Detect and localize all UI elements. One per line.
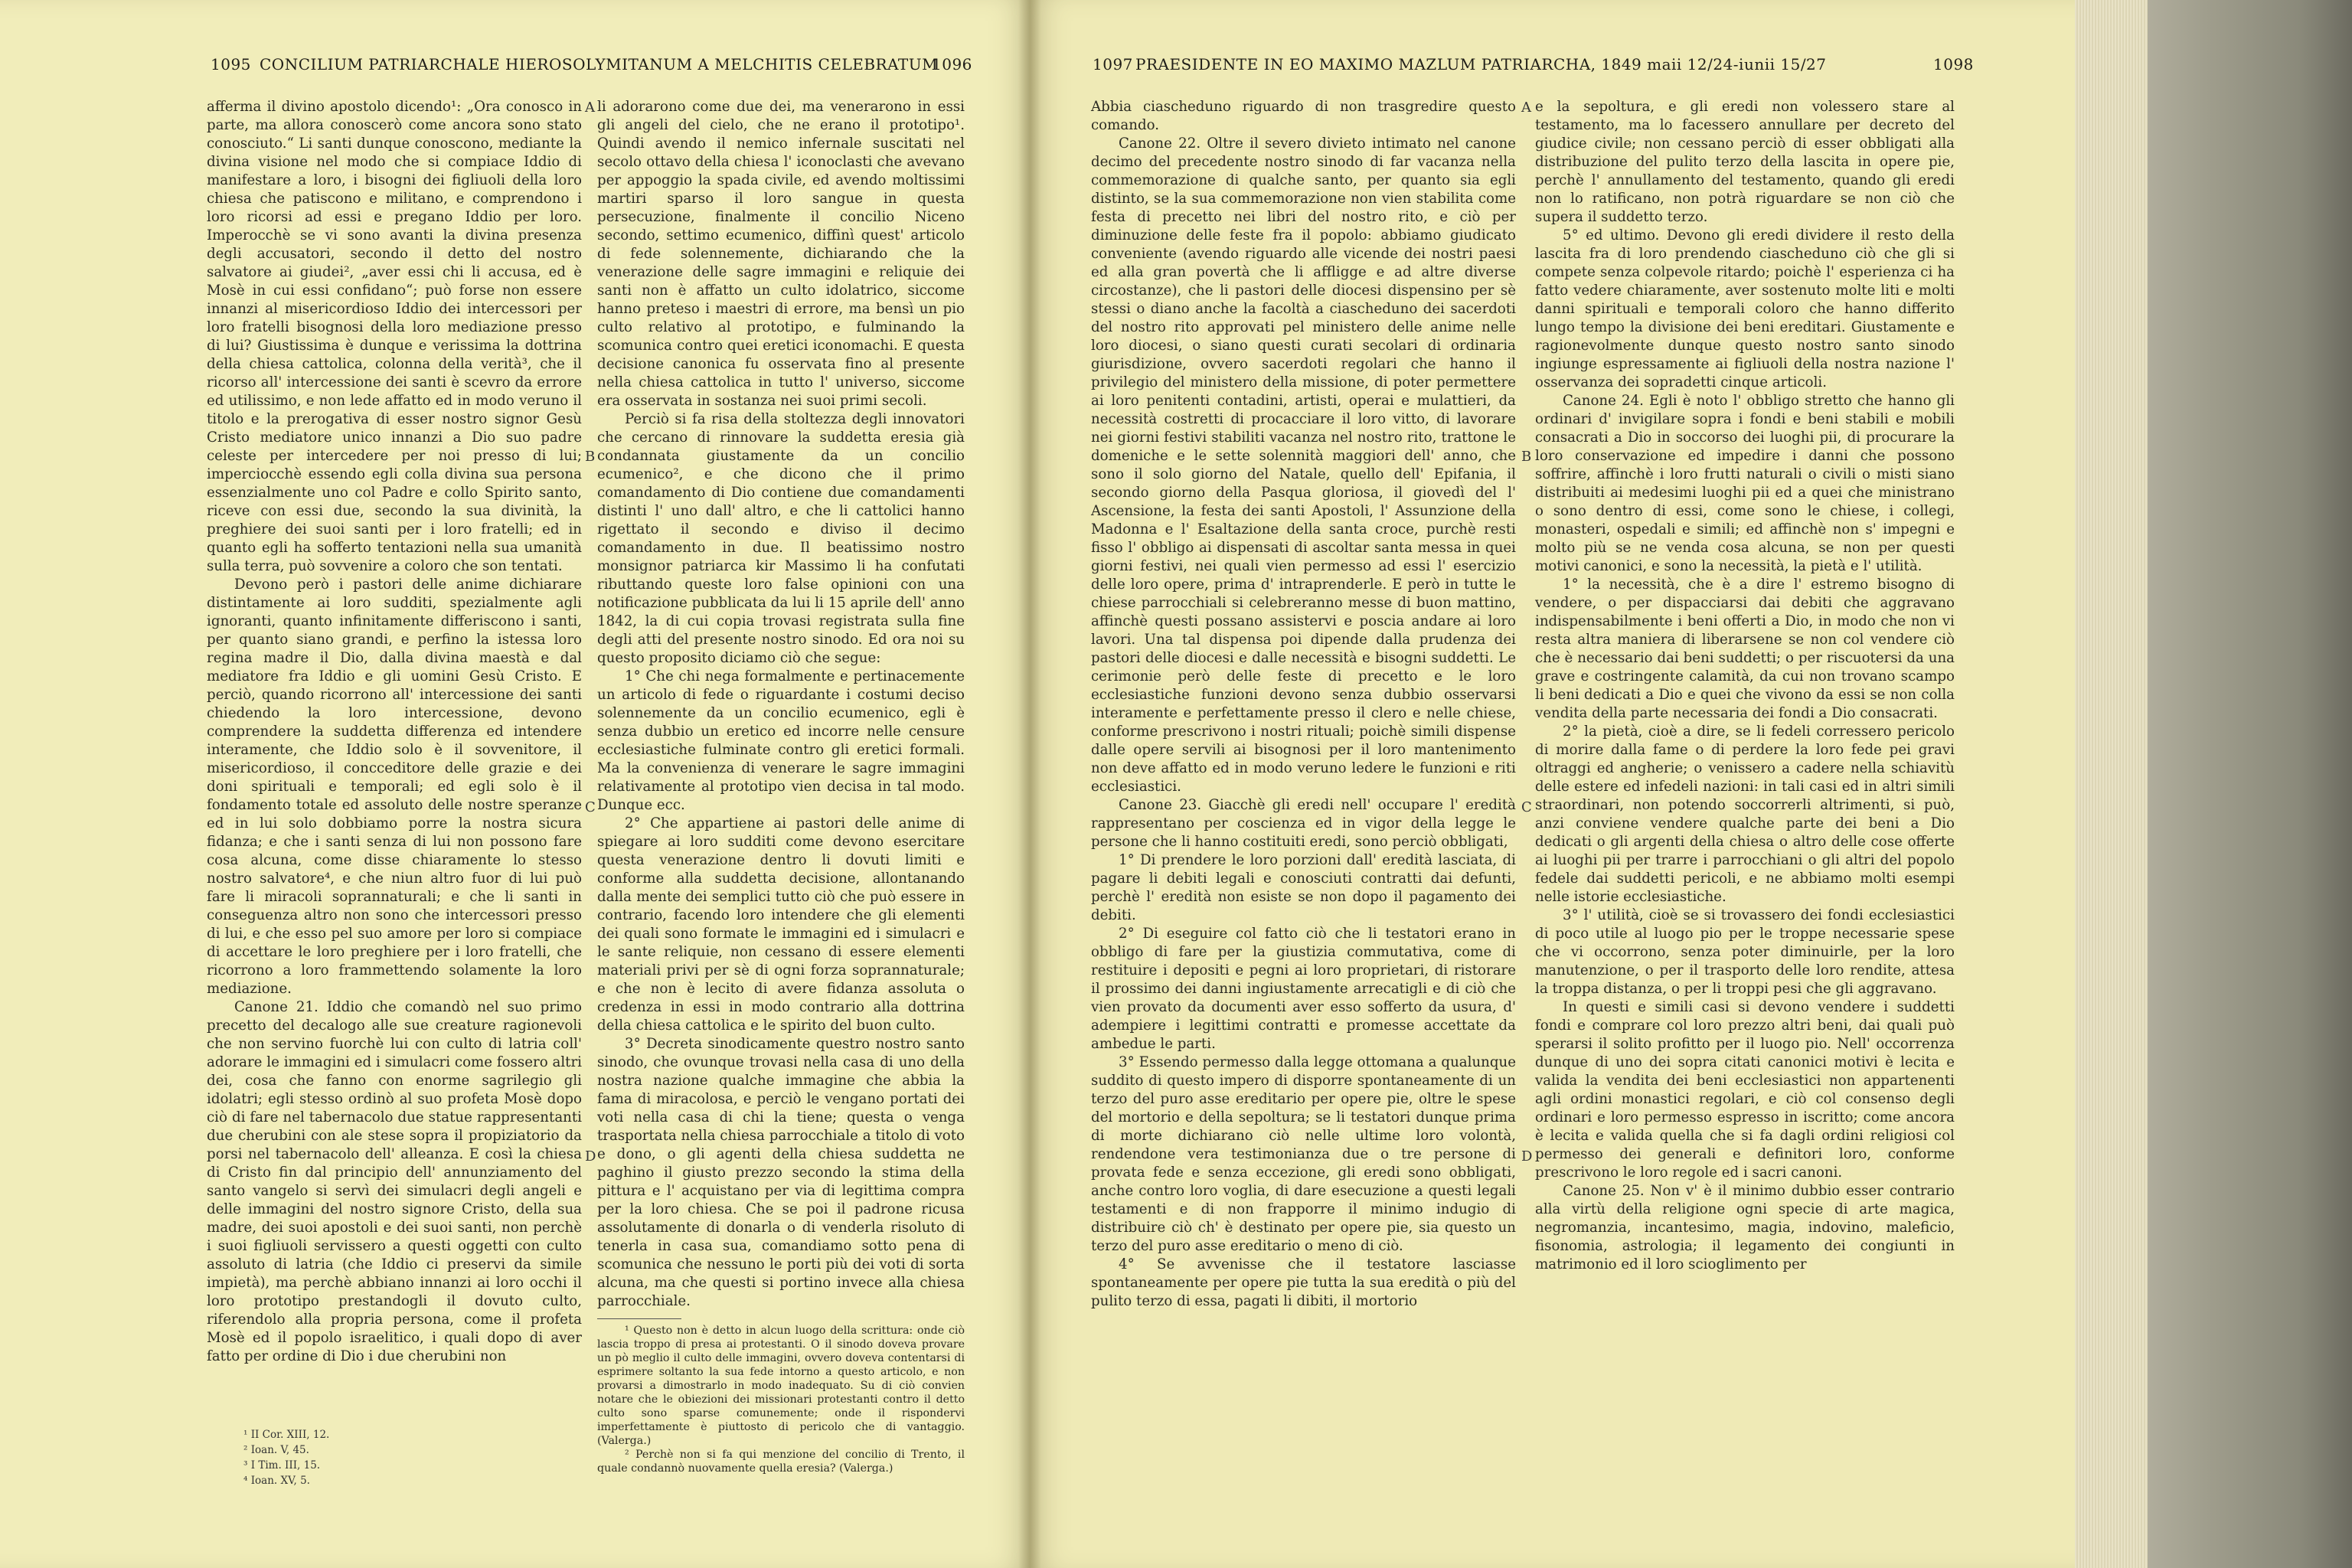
left-page-number-b: 1096: [932, 55, 972, 74]
book-gutter: [1018, 0, 1041, 1568]
section-marker: B: [585, 449, 596, 465]
right-page-column-2: [1535, 98, 1955, 1274]
section-marker: D: [1521, 1148, 1533, 1165]
left-page-number-a: 1095: [211, 55, 251, 74]
footnote: ¹ Questo non è detto in alcun luogo della scrittura: onde ciò lascia troppo di presa ai protestanti. O il sinodo doveva provare un pò meglio il culto delle immagini, ovvero doveva contentarsi di esprimere soltanto la sua fede intorno a questo articolo, e non provarsi a dimostrarlo in modo inadequato. Su di ciò convien notare che le obiezioni dei missionari protestanti contro il detto culto sono sparse comunemente; onde il rispondervi imperfettamente è piuttosto di pericolo che di vantaggio. (Valerga.): [597, 1325, 965, 1447]
paragraph: In questi e simili casi si devono vendere i suddetti fondi e comprare col loro prezzo altri beni, dai quali può sperarsi il solito profitto per il luogo pio. Nell' occorrenza dunque di uno dei sopra citati canonici motivi è lecita e valida la vendita dei beni ecclesiastici non appartenenti agli ordini monastici regolari, e ciò col consenso degli ordinari e loro permesso espresso in iscritto; come ancora è lecita e valida quella che si fa dagli ordini religiosi col permesso dei generali e definitori loro, conforme prescrivono le loro regole ed i sacri canoni.: [1535, 999, 1955, 1181]
paragraph: afferma il divino apostolo dicendo¹: „Ora conosco in parte, ma allora conoscerò come ancora sono stato conosciuto.“ Li santi dunque conoscono, mediante la divina visione nel modo che si compiace Iddio di manifestare a loro, i bisogni dei figliuoli della loro chiesa che patiscono e militano, e comprendono i loro ricorsi ad essi e pregano Iddio per loro. Imperocchè se vi sono avanti la divina presenza degli accusatori, secondo il detto del nostro salvatore ai giudei², „aver essi chi li accusa, ed è Mosè in cui essi confidano“; può forse non essere innanzi al misericordioso Iddio dei intercessori per loro fratelli bisognosi della loro mediazione presso di lui? Giustissima è dunque e verissima la dottrina della chiesa cattolica, colonna della verità³, che il ricorso all' intercessione dei santi è scevro da errore ed utilissimo, e non lede affatto ed in modo veruno il titolo e la prerogativa di esser nostro signor Gesù Cristo mediatore unico innanzi a Dio suo padre celeste per intercedere per noi presso di lui; imperciocchè essendo egli colla divina sua persona essenzialmente uno col Padre e collo Spirito santo, riceve con essi due, secondo la sua divinità, la preghiere dei suoi santi per i loro fratelli; ed in quanto egli ha sofferto tentazioni nella sua umanità sulla terra, può sovvenire a coloro che son tentati.: [207, 99, 582, 574]
paragraph: Canone 25. Non v' è il minimo dubbio esser contrario alla virtù della religione ogni specie di arte magica, negromanzia, incantesimo, magia, indovino, maleficio, fisonomia, astrologia; il legamento dei congiunti in matrimonio ed il loro scioglimento per: [1535, 1183, 1955, 1272]
paragraph: 5° ed ultimo. Devono gli eredi dividere il resto della lascita fra di loro prendendo ciascheduno ciò che gli si compete senza colpevole ritardo; poichè l' esperienza ci ha fatto vedere chiaramente, aver sostenuto molte liti e molti danni spirituali e temporali coloro che hanno differito lungo tempo la divisione dei beni ereditari. Giustamente e ragionevolmente dunque questo nostro santo sinodo ingiunge espressamente ai figliuoli della nostra nazione l' osservanza dei sopradetti cinque articoli.: [1535, 227, 1955, 390]
book-cover: [2148, 0, 2352, 1568]
paragraph: Canone 23. Giacchè gli eredi nell' occupare l' eredità rappresentano per coscienza ed in vigor della legge le persone che li hanno costituiti eredi, sono perciò obbligati,: [1091, 797, 1516, 850]
paragraph: 3° Decreta sinodicamente questro nostro santo sinodo, che ovunque trovasi nella casa di uno della nostra nazione qualche immagine che abbia la fama di miracolosa, e perciò le vengano portati dei voti nella casa di chi la tiene; questa o venga trasportata nella chiesa parrocchiale a titolo di voto e dono, o gli agenti della chiesa suddetta ne paghino il giusto prezzo secondo la stima della pittura e l' acquistano per via di legittima compra per la loro chiesa. Che se poi il padrone ricusa assolutamente di donarla o di venderla risoluto di tenerla in casa sua, comandiamo sotto pena di scomunica che nessuno le porti più dei voti di sorta alcuna, ma che questi si portino invece alla chiesa parrocchiale.: [597, 1036, 965, 1309]
paragraph: Canone 21. Iddio che comandò nel suo primo precetto del decalogo alle sue creature ragionevoli che non servino fuorchè lui con culto di latria coll' adorare le immagini ed i simulacri come fossero altri dei, cosa che fanno con enorme sagrilegio gli idolatri; egli stesso ordinò al suo profeta Mosè dopo ciò di fare nel tabernacolo due statue rappresentanti due cherubini con ale stese sopra il propiziatorio da porsi nel tabernacolo dell' alleanza. E così la chiesa di Cristo fin dal principio dell' annunziamento del santo vangelo si servì dei simulacri degli angeli e delle immagini del nostro signore Cristo, della sua madre, dei suoi apostoli e dei suoi santi, non perchè i suoi figliuoli servissero a questi oggetti con culto assoluto di latria (che Iddio ci preservi da simile impietà), ma perchè abbiano innanzi ai loro occhi il loro prototipo prestandogli il dovuto culto, riferendolo alla propria persona, come il profeta Mosè ed il popolo israelitico, i quali dopo di aver fatto per ordine di Dio i due cherubini non: [207, 999, 582, 1364]
paragraph: li adorarono come due dei, ma venerarono in essi gli angeli del cielo, che ne erano il prototipo¹. Quindi avendo il nemico infernale suscitati nel secolo ottavo della chiesa l' iconoclasti che avevano per appoggio la spada civile, ed avendo moltissimi martiri sparso il loro sangue in questa persecuzione, finalmente il concilio Niceno secondo, settimo ecumenico, diffinì quest' articolo di fede solennemente, dichiarando che la venerazione delle sagre immagini e reliquie dei santi non è affatto un culto idolatrico, siccome hanno preteso i maestri di errore, ma bensì un pio culto relativo al prototipo, e fulminando la scomunica contro quei eretici iconomachi. E questa decisione canonica fu osservata fino al presente nella chiesa cattolica in tutto l' universo, siccome era osservata in sostanza nei suoi primi secoli.: [597, 99, 965, 409]
section-marker: B: [1521, 449, 1532, 465]
paragraph: 1° la necessità, che è a dire l' estremo bisogno di vendere, o per dispacciarsi dai debiti che aggravano indispensabilmente i beni offerti a Dio, in modo che non vi resta altra maniera di liberarsene se non col vendere ciò che è necessario dai beni suddetti; o per riscuotersi da una grave e costringente calamità, da cui non trovano scampo li beni dedicati a Dio e quei che vivono da essi se non colla vendita della parte necessaria dei fondi a Dio consacrati.: [1535, 577, 1955, 721]
left-page-column-2: [597, 98, 965, 1475]
footnote: ² Perchè non si fa qui menzione del concilio di Trento, il quale condannò nuovamente quella eresia? (Valerga.): [597, 1449, 965, 1475]
paragraph: Perciò si fa risa della stoltezza degli innovatori che cercano di rinnovare la suddetta eresia già condannata giustamente da un concilio ecumenico², e che dicono che il primo comandamento di Dio contiene due comandamenti distinti l' uno dall' altro, e che li cattolici hanno rigettato il secondo e diviso il decimo comandamento in due. Il beatissimo nostro monsignor patriarca kir Massimo li ha confutati ributtando queste loro false opinioni con una notificazione pubblicata da lui li 15 aprile dell' anno 1842, la di cui copia trovasi registrata sulla fine degli atti del presente nostro sinodo. Ed ora noi su questo proposito diciamo ciò che segue:: [597, 411, 965, 666]
paragraph: Devono però i pastori delle anime dichiarare distintamente ai loro sudditi, spezialmente agli ignoranti, quanto infinitamente differiscono i santi, per quanto siano grandi, e perfino la istessa loro regina madre il Dio, dalla divina maestà e dal mediatore fra Iddio e gli uomini Gesù Cristo. E perciò, quando ricorrono all' intercessione dei santi chiedendo la loro intercessione, devono comprendere la suddetta differenza ed intendere interamente, che Iddio solo è il sovvenitore, il misericordioso, il concceditore delle grazie e dei doni spirituali e temporali; ed egli solo è il fondamento totale ed assoluto delle nostre speranze ed in lui solo dobbiamo porre la nostra sicura fidanza; e che i santi senza di lui non possono fare cosa alcuna, come disse chiaramente lo stesso nostro salvatore⁴, e che niun altro fuor di lui può fare li miracoli soprannaturali; e che li santi in conseguenza altro non sono che intercessori presso di lui, e che esso pel suo amore per loro si compiace di accettare le loro preghiere per i loro fratelli, che ricorrono a loro frammettendo solamente la loro mediazione.: [207, 577, 582, 997]
footnote: ⁴ Ioan. XV, 5.: [243, 1475, 310, 1487]
section-marker: A: [1521, 100, 1531, 116]
paragraph: 1° Di prendere le loro porzioni dall' eredità lasciata, di pagare li debiti legali e conosciuti contratti dai defunti, perchè l' eredità non esiste se non dopo il pagamento dei debiti.: [1091, 852, 1516, 923]
right-page-column-1: [1091, 98, 1516, 1311]
paragraph: 3° l' utilità, cioè se si trovassero dei fondi ecclesiastici di poco utile al luogo pio per le troppe necessarie spese che vi occorrono, senza poter diminuirle, per la loro manutenzione, o per il trasporto delle loro rendite, attesa la troppa distanza, o per li troppi pesi che gli aggravano.: [1535, 907, 1955, 997]
paragraph: 3° Essendo permesso dalla legge ottomana a qualunque suddito di questo impero di disporre spontaneamente di un terzo del puro asse ereditario per opere pie, oltre le spese del mortorio e della sepoltura; se li testatori dunque prima di morte dichiarano ciò nelle ultime loro volontà, rendendone vera testimonianza due o tre persone di provata fede e senza eccezione, gli eredi sono obbligati, anche contro loro voglia, di dare esecuzione a questi legali testamenti e di non frapporre il minimo indugio di distribuire ciò ch' è destinato per opere pie, sia questo un terzo del puro asse ereditario o meno di ciò.: [1091, 1054, 1516, 1254]
paragraph: Abbia ciascheduno riguardo di non trasgredire questo comando.: [1091, 99, 1516, 133]
left-column-1-footnotes: [243, 1427, 329, 1488]
paragraph: 2° la pietà, cioè a dire, se li fedeli corressero pericolo di morire dalla fame o di perdere la loro fede pei gravi oltraggi ed angherie; o venissero a cadere nella schiavitù delle estere ed infedeli nazioni: in tali casi ed in altri simili straordinari, non potendo soccorrerli altrimenti, si può, anzi conviene vendere qualche parte dei beni a Dio dedicati o gli argenti della chiesa o altro delle cose offerte ai luoghi pii per trarre i parrocchiani o gli altri del popolo fedele dai suddetti pericoli, e ne abbiamo molti esempi nelle istorie ecclesiastiche.: [1535, 724, 1955, 905]
page-edges: [2075, 0, 2148, 1568]
paragraph: e la sepoltura, e gli eredi non volessero stare al testamento, ma lo facessero annullare per decreto del giudice civile; non cessano perciò di esser obbligati alla distribuzione del pulito terzo della lascita in opere pie, perchè l' annullamento del testamento, quando gli eredi non lo ratificano, non potrà riguardare se non ciò che supera il suddetto terzo.: [1535, 99, 1955, 225]
paragraph: 2° Di eseguire col fatto ciò che li testatori erano in obbligo di fare per la giustizia commutativa, come di restituire i depositi e pegni ai loro proprietari, di ristorare il prossimo dei danni ingiustamente arrecatigli e di ciò che vien provato da documenti aver esso sofferto da usura, d' adempiere i legittimi contratti e promesse accettate da ambedue le parti.: [1091, 926, 1516, 1052]
paragraph: 2° Che appartiene ai pastori delle anime di spiegare ai loro sudditi come devono esercitare questa venerazione dentro li dovuti limiti e conforme alla suddetta decisione, allontanando dalla mente dei semplici tutto ciò che può essere in contrario, facendo loro intendere che gli elementi dei quali sono formate le immagini ed i simulacri e le sante reliquie, non cessano di essere elementi materiali privi per sè di ogni forza soprannaturale; e che non è lecito di avere fidanza assoluta o credenza in essi in modo contrario alla dottrina della chiesa cattolica e le spirito del buon culto.: [597, 815, 965, 1034]
section-marker: A: [585, 100, 595, 116]
footnote: ² Ioan. V, 45.: [243, 1444, 309, 1456]
paragraph: 1° Che chi nega formalmente e pertinacemente un articolo di fede o riguardante i costumi deciso solennemente da un concilio ecumenico, egli è senza dubbio un eretico ed incorre nelle censure ecclesiastiche fulminate contro gli eretici formali. Ma la convenienza di venerare le sagre immagini relativamente al prototipo vien decisa in tal modo. Dunque ecc.: [597, 668, 965, 813]
section-marker: D: [585, 1148, 596, 1165]
footnote: ³ I Tim. III, 15.: [243, 1459, 321, 1472]
right-page-number-a: 1097: [1093, 55, 1133, 74]
paragraph: 4° Se avvenisse che il testatore lasciasse spontaneamente per opere pie tutta la sua eredità o più del pulito terzo di essa, pagati li dibiti, il mortorio: [1091, 1256, 1516, 1309]
section-marker: C: [585, 799, 596, 815]
footnote-rule: [597, 1318, 681, 1319]
left-running-title: CONCILIUM PATRIARCHALE HIEROSOLYMITANUM A MELCHITIS CELEBRATUM: [260, 55, 939, 74]
section-marker: C: [1521, 799, 1532, 815]
footnote: ¹ II Cor. XIII, 12.: [243, 1429, 330, 1441]
left-page: [0, 0, 1030, 1568]
right-running-title: PRAESIDENTE IN EO MAXIMO MAZLUM PATRIARCHA, 1849 maii 12/24-iunii 15/27: [1135, 55, 1827, 74]
paragraph: Canone 24. Egli è noto l' obbligo stretto che hanno gli ordinari d' invigilare sopra i fondi e beni stabili e mobili consacrati a Dio in soccorso dei luoghi pii, di procurare la loro conservazione ed impedire i danni che possono soffrire, affinchè i loro frutti naturali o civili o misti siano distribuiti ai medesimi luoghi pii ed a quei che ministrano o sono dentro di essi, come sono le chiese, i collegi, monasteri, ospedali e simili; ed affinchè non s' impegni e molto più se ne venda cosa alcuna, se non per questi motivi canonici, e sono la necessità, la pietà e l' utilità.: [1535, 393, 1955, 574]
right-page-number-b: 1098: [1933, 55, 1974, 74]
paragraph: Canone 22. Oltre il severo divieto intimato nel canone decimo del precedente nostro sinodo di far vacanza nella commemorazione di qualche santo, per quanto sia egli distinto, se la sua commemorazione non vien stabilita come festa di precetto nei libri del nostro rito, e ciò per diminuzione delle feste fra il popolo: abbiamo giudicato conveniente (avendo riguardo alle vicende dei nostri paesi ed alla gran povertà che li affligge e ad altre diverse circostanze), che li pastori delle diocesi dispensino per sè stessi o diano anche la facoltà a ciascheduno dei sacerdoti del nostro rito approvati pel ministero delle anime nelle loro diocesi, o siano questi curati secolari di ordinaria giurisdizione, ovvero sacerdoti regolari che hanno il privilegio del ministero della missione, di poter permettere ai loro penitenti contadini, artisti, operai e mulattieri, da necessità costretti di procacciare il loro vitto, di lavorare nei giorni festivi stabiliti vacanza nel nostro rito, trattone le domeniche e le sette solennità maggiori dell' anno, che sono il solo giorno del Natale, quello dell' Epifania, il secondo giorno della Pasqua gloriosa, il giovedì del l' Ascensione, la festa dei santi Apostoli, l' Assunzione della Madonna e l' Esaltazione della santa croce, purchè resti fisso l' obbligo ai dispensati di ascoltar santa messa in quei giorni festivi, nei quali vien permesso ad essi l' esercizio delle loro opere, prima d' intraprenderle. E però in tutte le chiese parrocchiali si celebreranno messe di buon mattino, affinchè questi possano assistervi e poscia andare ai loro lavori. Una tal dispensa poi dipende dalla prudenza dei pastori delle diocesi e dalle necessità e bisogni suddetti. Le cerimonie però delle feste di precetto e le loro ecclesiastiche funzioni devono senza dubbio osservarsi interamente e perfettamente presso il clero e nelle chiese, conforme prescrivono i nostri rituali; poichè simili dispense dalle opere servili ai bisognosi per il loro mantenimento non deve affatto ed in modo veruno ledere le funzioni e riti ecclesiastici.: [1091, 136, 1516, 795]
left-page-column-1: [207, 98, 582, 1366]
right-page: [1030, 0, 2075, 1568]
